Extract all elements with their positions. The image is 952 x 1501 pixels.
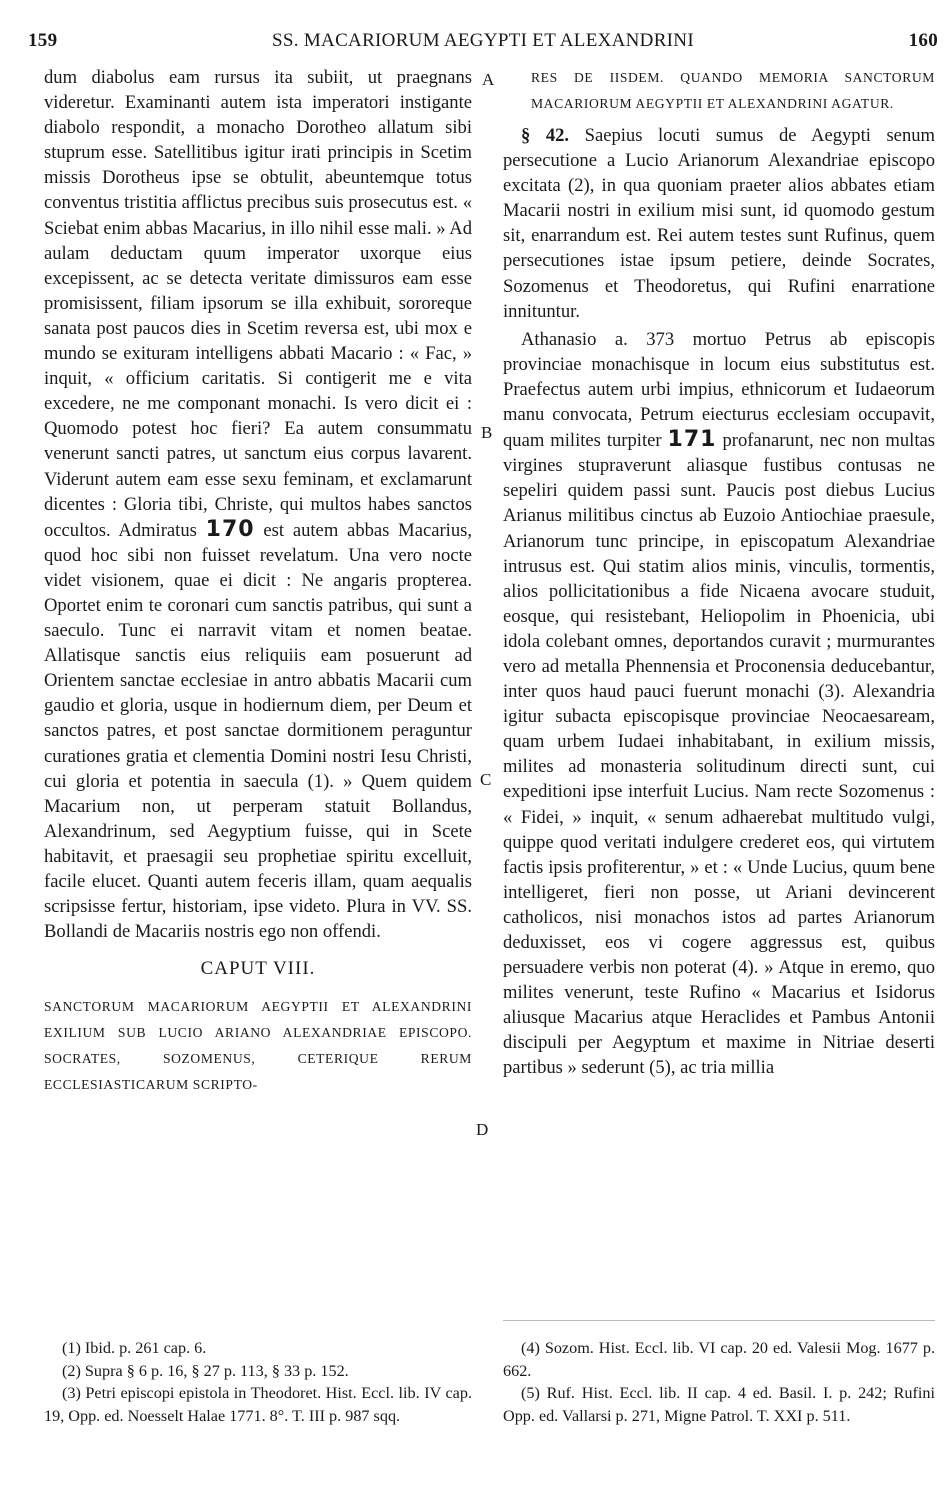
section-42-paragraph [503, 123, 935, 324]
margin-letter-d: D [476, 1120, 489, 1139]
right-column [503, 65, 935, 1081]
section-42-text: Saepius locuti sumus de Aegypti senum persecutione a Lucio Arianorum Alexandriae episcopo excitata (2), in qua quoniam praeter alios abbates etiam Macarii nostri in exilium misi sunt, id quomodo gestum sit, enarrandum est. Rei autem testes sunt Rufinus, quem persecutiones istae ipsum petiere, deinde Socrates, Sozomenus et Theodoretus, qui Rufini enarratione innituntur. [503, 125, 935, 322]
left-column [44, 65, 472, 1098]
right-text-part-a: Athanasio a. 373 mortuo Petrus ab episcopis provinciae monachisque in locum eius substitutus est. Praefectus autem urbi impius, ethnicorum et Iudaeorum manu convocata, Petrum eiecturus ecclesiam occupavit, quam milites turpiter [503, 328, 935, 452]
page-number-right: 160 [908, 30, 938, 51]
left-text-part-b: est autem abbas Macarius, quod hoc sibi non fuisset revelatum. Una vero nocte videt visionem, quae ei dicit : Ne angaris propterea. Oportet enim te coronari cum sanctis patribus, qui sunt a saeculo. Tunc ei narravit vitam et nomen beatae. Allatisque sanctis eius reliquiis eam posuerunt ad Orientem sanctae ecclesiae in antro abbatis Macarii cum gaudio et gloria, usque in hodiernum diem, per Deum et sanctos patres, et post sanctae dormitionem peraguntur curationes gratia et clementia Domini nostri Iesu Christi, cui gloria et potentia in saecula (1). » Quem quidem Macarium non, ut perperam statuit Bollandus, Alexandrinum, sed Aegyptium fuisse, qui in Scete habitavit, et praesagii seu prophetiae spiritu excelluit, facile elucet. Quanti autem feceris illam, quam aequalis scripsisse fertur, historiam, ipse videto. Plura in VV. SS. Bollandi de Macariis nostris ego non offendi. [44, 519, 473, 943]
margin-letter-c: C [480, 770, 492, 789]
chapter-heading: CAPUT VIII. [200, 958, 316, 980]
page-number-left: 159 [28, 30, 58, 51]
footnote-1: (1) Ibid. p. 261 cap. 6. [62, 1339, 207, 1357]
left-text-part-a: dum diabolus eam rursus ita subiit, ut praegnans videretur. Examinanti autem ista imperatori instigante diabolo respondit, a monacho Dorotheo allatum sibi stuprum esse. Satellitibus igitur irati principis in Scetim missis Dorotheus ipse se obtulit, abeuntemque totus conventus tristitia afflictus precibus suis prosecutus est. « Sciebat enim abbas Macarius, in illo nihil esse mali. » Ad aulam deductam quum imperator uxorque eius excepissent, ac se detecta veritate dimissuros eam esse promisissent, filiam ipsorum se illa exhibuit, sororeque sanata post paucos dies in Scetim reversa est, ubi mox e mundo se exituram intelligens abbati Macario : « Fac, » inquit, « officium caritatis. Si contigerit me e vita excedere, ne me componant monachi. Is vero dicit ei : Quomodo potest hoc fieri? Ea autem consummatu venerunt sancti patres, ut sanctum eius corpus lavarent. Viderunt autem eam esse sexu feminam, et exclamarunt dicentes : Gloria tibi, Christe, qui multos habes sanctos occultos. Admiratus [44, 67, 472, 541]
running-head [28, 30, 938, 60]
right-text-part-b: profanarunt, nec non multas virgines stupraverunt aliasque fustibus contusas ne sepeliri quidem passi sunt. Paucis post diebus Lucius Arianus militibus cinctus ab Euzoio Antiochiae praesule, Arianorum tunc principe, in episcopatum Alexandriae intrusus est. Qui statim alios minis, vinculis, tormentis, alios pollicitationibus a fide Nicaena avocare studuit, eosque, qui resistebant, Heliopolim in Phoenicia, ubi idola colebant omnes, deportandos curavit ; murmurantes vero ad metalla Phennensia et Proconensia deducebantur, inter quos haud pauci fuerunt monachi (3). Alexandria igitur subacta episcopisque provinciae Neocaesaream, quam urbem Iudaei inhabitabant, in exilium missis, milites ad monasteria solitudinum directi sunt, cui expeditioni ipse interfuit Lucius. Nam recte Sozomenus : « Fidei, » inquit, « senum adhaerebat multitudo vulgi, quippe quod veritati indulgere crederet eos, qui virtutem factis ipsis profiterentur, » et : « Unde Lucius, quum bene intelligeret, fieri non posse, ut Ariani devincerent catholicos, nisi monachos istos ad partes Arianorum deduxisset, eos vi cogere aggressus est, quibus persuadere verbis non poterat (4). » Atque in eremo, quo milites venerunt, teste Rufino « Macarius et Isidorus aliusque Macarius atque Heraclides et Pambus Antonii discipuli per Aegyptum et maxime in Nitriae deserti partibus » sederunt (5), ac tria millia [503, 430, 935, 1079]
chapter-summary: SANCTORUM MACARIORUM AEGYPTII ET ALEXANDRINI EXILIUM SUB LUCIO ARIANO ALEXANDRIAE EPISCOPO. SOCRATES, SOZOMENUS, CETERIQUE RERUM ECCLESIASTICARUM SCRIPTO- [44, 999, 472, 1093]
margin-page-number-171: 171 [667, 427, 717, 453]
margin-page-number-170: 170 [205, 516, 255, 542]
margin-letter-a: A [482, 70, 495, 89]
section-mark: § 42. [521, 125, 570, 146]
footnote-5: (5) Ruf. Hist. Eccl. lib. II cap. 4 ed. Basil. I. p. 242; Rufini Opp. ed. Vallarsi p. 271, Migne Patrol. T. XXI p. 511. [503, 1384, 935, 1425]
right-footnotes [503, 1337, 935, 1427]
margin-letter-b: B [481, 423, 493, 442]
footnote-2: (2) Supra § 6 p. 16, § 27 p. 113, § 33 p. 152. [62, 1361, 349, 1380]
left-footnotes [44, 1337, 472, 1427]
footnote-3: (3) Petri episcopi epistola in Theodoret. Hist. Eccl. lib. IV cap. 19, Opp. ed. Noesselt Halae 1771. 8°. T. III p. 987 sqq. [44, 1384, 472, 1425]
footnote-4: (4) Sozom. Hist. Eccl. lib. VI cap. 20 ed. Valesii Mog. 1677 p. 662. [503, 1339, 935, 1380]
running-title: SS. MACARIORUM AEGYPTI ET ALEXANDRINI [272, 30, 694, 51]
footnote-rule [503, 1320, 935, 1321]
right-paragraph-2 [503, 327, 935, 1081]
chapter-summary-continued: RES DE IISDEM. QUANDO MEMORIA SANCTORUM MACARIORUM AEGYPTII ET ALEXANDRINI AGATUR. [531, 70, 935, 111]
left-paragraph [44, 65, 472, 944]
